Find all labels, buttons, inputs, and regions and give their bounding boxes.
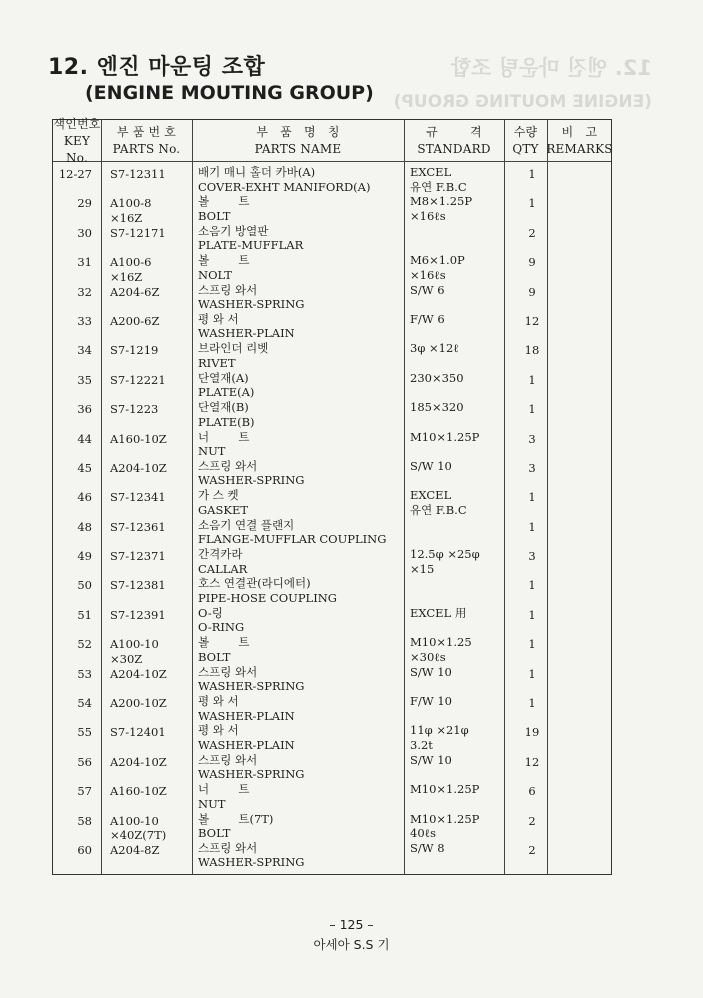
standard <box>410 194 472 223</box>
standard-line1: S/W 10 <box>410 458 452 473</box>
header-remarks-ko: 비 고 <box>561 125 598 139</box>
part-name-ko: 브라인더 리벳 <box>198 341 269 356</box>
part-name <box>198 576 337 605</box>
header-name-en: PARTS NAME <box>254 142 342 156</box>
key-number: 30 <box>77 225 92 240</box>
part-name <box>198 488 248 517</box>
table-row <box>53 547 611 576</box>
key-number: 36 <box>77 402 92 417</box>
header-standard-en: STANDARD <box>417 142 491 156</box>
part-number-line2: ×40Z(7T) <box>110 828 167 843</box>
standard-line1: EXCEL 用 <box>410 605 467 620</box>
part-name-en: PIPE-HOSE COUPLING <box>198 590 337 605</box>
part-number <box>110 608 166 623</box>
part-number-line1: A160-10Z <box>110 431 167 446</box>
key-number: 12-27 <box>58 167 92 181</box>
part-name-ko: 볼 트 <box>198 635 250 650</box>
part-number-line1: S7-1219 <box>110 343 159 358</box>
key-number: 58 <box>77 813 92 828</box>
ghost-title-ko: 12. 엔진 마운팅 조합 <box>450 56 652 80</box>
table-row <box>53 812 611 841</box>
table-row <box>53 518 611 547</box>
quantity: 1 <box>528 607 536 622</box>
table-row <box>53 694 611 723</box>
part-name-ko: 스프링 와서 <box>198 458 258 473</box>
part-name-en: WASHER-SPRING <box>198 473 305 488</box>
part-name-ko: 호스 연결관(라디에터) <box>198 576 311 591</box>
part-number-line1: A204-10Z <box>110 754 167 769</box>
standard <box>410 606 466 621</box>
part-number-line1: S7-12221 <box>110 372 166 387</box>
part-name-ko: 소음기 연결 플랜지 <box>198 517 295 532</box>
part-number <box>110 373 166 388</box>
part-name-ko: 스프링 와서 <box>198 840 258 855</box>
part-name-en: NUT <box>198 444 226 459</box>
quantity: 1 <box>528 402 536 417</box>
part-name-en: GASKET <box>198 502 249 517</box>
part-name-en: WASHER-PLAIN <box>198 708 295 723</box>
part-name <box>198 341 268 370</box>
table-row <box>53 782 611 811</box>
quantity: 3 <box>528 431 536 446</box>
standard-line1: M10×1.25P <box>410 429 480 444</box>
part-name-ko: 너 트 <box>198 782 250 797</box>
standard-line1: F/W 6 <box>410 311 445 326</box>
ghost-title-en: (ENGINE MOUTING GROUP) <box>393 92 652 112</box>
part-number <box>110 314 159 329</box>
table-row <box>53 576 611 605</box>
part-name <box>198 665 304 694</box>
standard-line1: 3φ ×12ℓ <box>410 341 459 356</box>
part-number <box>110 432 167 447</box>
standard-line2: 유연 F.B.C <box>410 502 467 517</box>
part-name <box>198 635 249 664</box>
part-name-ko: 평 와 서 <box>198 723 239 738</box>
part-name-en: WASHER-PLAIN <box>198 737 295 752</box>
header-remarks-en: REMARKS <box>546 142 613 156</box>
standard <box>410 371 464 386</box>
part-number-line1: S7-12361 <box>110 519 166 534</box>
key-number: 51 <box>77 607 92 622</box>
table-row <box>53 665 611 694</box>
footer-mark: 아세아 S.S 기 <box>313 937 390 952</box>
part-number-line2: ×16Z <box>110 210 143 225</box>
part-name <box>198 194 249 223</box>
key-number: 35 <box>77 372 92 387</box>
bleed-through-text <box>352 52 652 112</box>
part-name <box>198 547 247 576</box>
part-number-line1: A204-10Z <box>110 666 167 681</box>
part-number <box>110 667 167 682</box>
table-row <box>53 488 611 517</box>
standard-line2: ×30ℓs <box>410 649 446 664</box>
standard-line1: S/W 10 <box>410 752 452 767</box>
table-row <box>53 194 611 223</box>
part-name <box>198 312 295 341</box>
section-title-english: (ENGINE MOUTING GROUP) <box>85 82 374 104</box>
table-row <box>53 841 611 870</box>
part-name <box>198 723 295 752</box>
table-row <box>53 253 611 282</box>
part-number-line1: S7-12171 <box>110 225 166 240</box>
standard <box>410 488 467 517</box>
key-number: 55 <box>77 725 92 740</box>
standard-line1: M10×1.25P <box>410 782 480 797</box>
part-number <box>110 814 166 843</box>
part-number <box>110 725 166 740</box>
part-number <box>110 226 166 241</box>
table-row <box>53 224 611 253</box>
part-number <box>110 696 167 711</box>
part-number-line1: A100-8 <box>110 196 152 211</box>
part-number-line1: S7-12341 <box>110 490 166 505</box>
part-number <box>110 196 151 225</box>
standard <box>410 430 479 445</box>
header-part <box>101 122 192 160</box>
part-name <box>198 430 249 459</box>
page-number: – 125 – <box>329 917 374 932</box>
standard-line1: EXCEL <box>410 488 452 503</box>
part-name-en: FLANGE-MUFFLAR COUPLING <box>198 532 387 547</box>
key-number: 29 <box>77 196 92 211</box>
standard <box>410 782 479 797</box>
table-row <box>53 283 611 312</box>
quantity: 1 <box>528 196 536 211</box>
part-number-line1: S7-1223 <box>110 402 159 417</box>
standard-line1: M10×1.25 <box>410 635 472 650</box>
part-number <box>110 343 158 358</box>
part-name-ko: 단열재(B) <box>198 400 249 415</box>
quantity: 3 <box>528 549 536 564</box>
standard <box>410 341 459 356</box>
part-number <box>110 843 159 858</box>
key-number: 60 <box>77 842 92 857</box>
part-number <box>110 637 159 666</box>
part-name <box>198 753 304 782</box>
part-name-ko: 볼 트 <box>198 194 250 209</box>
quantity: 1 <box>528 666 536 681</box>
part-name-en: PLATE(B) <box>198 414 255 429</box>
part-name <box>198 841 304 870</box>
part-name-en: PLATE-MUFFLAR <box>198 238 304 253</box>
part-number-line1: A204-8Z <box>110 842 160 857</box>
quantity: 9 <box>528 284 536 299</box>
key-number: 54 <box>77 696 92 711</box>
standard-line1: 185×320 <box>410 400 464 415</box>
standard <box>410 165 467 194</box>
part-name-ko: 배기 매니 홀더 카바(A) <box>198 165 316 179</box>
key-number: 48 <box>77 519 92 534</box>
quantity: 9 <box>528 255 536 270</box>
table-row <box>53 723 611 752</box>
key-number: 45 <box>77 460 92 475</box>
standard-line1: S/W 8 <box>410 840 445 855</box>
part-name-ko: 스프링 와서 <box>198 282 258 297</box>
standard-line1: EXCEL <box>410 165 452 179</box>
quantity: 12 <box>524 754 540 769</box>
part-number <box>110 784 167 799</box>
part-name-en: O-RING <box>198 620 245 635</box>
key-number: 52 <box>77 637 92 652</box>
part-name-en: BOLT <box>198 826 231 841</box>
part-name-ko: 간격카라 <box>198 547 243 562</box>
standard-line1: S/W 10 <box>410 664 452 679</box>
standard <box>410 253 465 282</box>
standard <box>410 665 452 680</box>
part-name <box>198 812 273 841</box>
header-key <box>53 116 101 165</box>
part-number-line1: A160-10Z <box>110 784 167 799</box>
key-number: 57 <box>77 784 92 799</box>
part-name-en: WASHER-SPRING <box>198 855 305 870</box>
quantity: 2 <box>528 842 536 857</box>
quantity: 1 <box>528 578 536 593</box>
part-name-en: WASHER-SPRING <box>198 297 305 312</box>
part-number-line1: S7-12381 <box>110 578 166 593</box>
header-qty-ko: 수량 <box>513 125 538 139</box>
part-name-en: BOLT <box>198 649 231 664</box>
part-name-en: NUT <box>198 796 226 811</box>
key-number: 31 <box>77 255 92 270</box>
header-qty-en: QTY <box>512 142 539 156</box>
standard-line1: M6×1.0P <box>410 253 465 268</box>
quantity: 1 <box>528 372 536 387</box>
standard-line1: M10×1.25P <box>410 811 480 826</box>
table-row <box>53 312 611 341</box>
part-name <box>198 400 255 429</box>
header-qty <box>504 122 547 160</box>
table-row <box>53 165 611 194</box>
part-name-ko: 가 스 켓 <box>198 488 239 503</box>
table-row <box>53 753 611 782</box>
part-number <box>110 461 167 476</box>
part-number-line1: A200-6Z <box>110 313 160 328</box>
part-number-line1: A204-10Z <box>110 460 167 475</box>
quantity: 1 <box>528 519 536 534</box>
standard-line1: 230×350 <box>410 370 464 385</box>
key-number: 46 <box>77 490 92 505</box>
part-name <box>198 165 370 194</box>
part-number-line1: S7-12311 <box>110 167 166 181</box>
table-row <box>53 430 611 459</box>
part-name-en: WASHER-SPRING <box>198 767 305 782</box>
standard <box>410 812 479 841</box>
part-name-ko: 평 와 서 <box>198 311 239 326</box>
standard <box>410 723 469 752</box>
part-name-ko: 볼 트 <box>198 253 250 268</box>
section-title-korean: 12. 엔진 마운팅 조합 <box>48 55 266 80</box>
part-name-en: PLATE(A) <box>198 385 255 400</box>
quantity: 12 <box>524 313 540 328</box>
standard-line2: 40ℓs <box>410 826 437 841</box>
standard-line2: ×16ℓs <box>410 208 446 223</box>
part-number-line1: S7-12391 <box>110 607 166 622</box>
quantity: 1 <box>528 490 536 505</box>
standard <box>410 459 452 474</box>
part-number <box>110 578 166 593</box>
part-number <box>110 490 166 505</box>
part-name <box>198 283 304 312</box>
header-name-ko: 부 품 명 칭 <box>256 125 340 139</box>
table-body <box>53 165 611 870</box>
part-number-line1: S7-12401 <box>110 725 166 740</box>
standard <box>410 547 480 576</box>
standard <box>410 694 452 709</box>
parts-table <box>52 116 613 875</box>
part-number <box>110 285 159 300</box>
part-name <box>198 459 304 488</box>
quantity: 2 <box>528 225 536 240</box>
part-name-en: WASHER-SPRING <box>198 679 305 694</box>
standard <box>410 635 472 664</box>
part-name-ko: 단열재(A) <box>198 370 249 385</box>
standard-line1: 12.5φ ×25φ <box>410 547 480 562</box>
part-name-en: NOLT <box>198 267 232 282</box>
quantity: 3 <box>528 460 536 475</box>
part-name <box>198 371 254 400</box>
key-number: 50 <box>77 578 92 593</box>
table-row <box>53 341 611 370</box>
header-divider <box>53 161 611 162</box>
key-number: 34 <box>77 343 92 358</box>
standard-line1: S/W 6 <box>410 282 445 297</box>
part-number-line1: A100-10 <box>110 813 159 828</box>
table-row <box>53 371 611 400</box>
part-name <box>198 606 244 635</box>
header-part-en: PARTS No. <box>112 142 181 156</box>
part-number-line2: ×16Z <box>110 269 143 284</box>
standard <box>410 400 464 415</box>
part-number-line1: S7-12371 <box>110 549 166 564</box>
key-number: 49 <box>77 549 92 564</box>
key-number: 56 <box>77 754 92 769</box>
part-name-en: WASHER-PLAIN <box>198 326 295 341</box>
part-name <box>198 782 249 811</box>
part-number-line1: A204-6Z <box>110 284 160 299</box>
quantity: 2 <box>528 813 536 828</box>
table-row <box>53 606 611 635</box>
key-number: 44 <box>77 431 92 446</box>
standard-line2: 3.2t <box>410 737 433 752</box>
standard-line1: F/W 10 <box>410 694 452 709</box>
standard-line2: 유연 F.B.C <box>410 179 467 194</box>
part-number-line1: A100-10 <box>110 637 159 652</box>
quantity: 6 <box>528 784 536 799</box>
part-number <box>110 549 166 564</box>
standard-line2: ×15 <box>410 561 435 576</box>
standard-line1: M8×1.25P <box>410 194 473 209</box>
standard <box>410 312 445 327</box>
standard-line1: 11φ ×21φ <box>410 723 469 738</box>
part-number <box>110 402 158 417</box>
table-row <box>53 459 611 488</box>
standard <box>410 283 445 298</box>
key-number: 32 <box>77 284 92 299</box>
header-key-ko: 색인번호 <box>53 116 101 131</box>
header-part-ko: 부 품 번 호 <box>116 125 177 139</box>
header-remarks <box>547 122 612 160</box>
key-number: 33 <box>77 313 92 328</box>
standard <box>410 841 445 856</box>
table-row <box>53 400 611 429</box>
part-number-line1: A100-6 <box>110 255 152 270</box>
header-standard-ko: 규 격 <box>426 125 482 139</box>
quantity: 18 <box>524 343 540 358</box>
header-standard <box>404 122 504 160</box>
key-number: 53 <box>77 666 92 681</box>
part-name-en: BOLT <box>198 208 231 223</box>
part-number-line2: ×30Z <box>110 651 143 666</box>
part-name-ko: O-링 <box>198 605 223 620</box>
standard-line2: ×16ℓs <box>410 267 446 282</box>
standard <box>410 753 452 768</box>
part-number <box>110 520 166 535</box>
part-name-ko: 소음기 방열판 <box>198 223 269 238</box>
part-name <box>198 518 386 547</box>
part-name-ko: 너 트 <box>198 429 250 444</box>
part-name-ko: 스프링 와서 <box>198 752 258 767</box>
part-name <box>198 253 249 282</box>
part-name <box>198 224 303 253</box>
part-name-en: COVER-EXHT MANIFORD(A) <box>198 179 371 194</box>
part-name-en: CALLAR <box>198 561 248 576</box>
part-name <box>198 694 295 723</box>
quantity: 1 <box>528 167 536 181</box>
header-name <box>192 122 404 160</box>
quantity: 19 <box>524 725 540 740</box>
header-key-en: KEY No. <box>63 133 91 165</box>
part-name-en: RIVET <box>198 355 236 370</box>
quantity: 1 <box>528 696 536 711</box>
part-number <box>110 755 167 770</box>
part-name-ko: 평 와 서 <box>198 694 239 709</box>
part-number-line1: A200-10Z <box>110 696 167 711</box>
part-name-ko: 스프링 와서 <box>198 664 258 679</box>
table-row <box>53 635 611 664</box>
quantity: 1 <box>528 637 536 652</box>
part-name-ko: 볼 트(7T) <box>198 811 274 826</box>
part-number <box>110 255 151 284</box>
part-number <box>110 167 166 182</box>
